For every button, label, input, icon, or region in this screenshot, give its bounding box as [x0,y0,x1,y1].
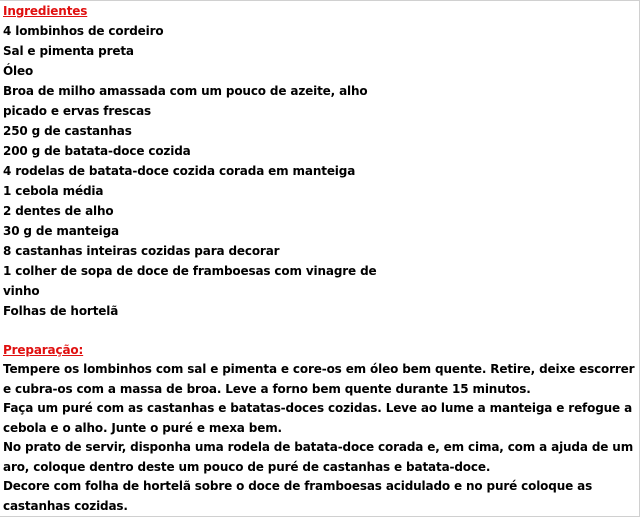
ingredients-heading: Ingredientes [3,4,88,18]
recipe-document [3,1,635,516]
ingredient-line: 4 rodelas de batata-doce cozida corada em manteiga [3,164,356,178]
ingredient-line: 8 castanhas inteiras cozidas para decorar [3,244,280,258]
ingredient-line: vinho [3,284,40,298]
ingredient-line: 250 g de castanhas [3,124,132,138]
ingredient-line: 2 dentes de alho [3,204,114,218]
preparation-heading: Preparação: [3,343,84,357]
preparation-step: Decore com folha de hortelã sobre o doce de framboesas acidulado e no puré coloque as castanhas cozidas. [3,479,593,513]
ingredient-line: 30 g de manteiga [3,224,119,238]
ingredient-line: Folhas de hortelã [3,304,119,318]
ingredient-line: Broa de milho amassada com um pouco de azeite, alho [3,84,368,98]
preparation-step: Tempere os lombinhos com sal e pimenta e core-os em óleo bem quente. Retire, deixe escorrer e cubra-os com a massa de broa. Leve a forno bem quente durante 15 minutos. [3,362,635,396]
ingredient-line: 1 colher de sopa de doce de framboesas com vinagre de [3,264,377,278]
preparation-steps [3,360,635,516]
ingredient-line: Óleo [3,64,34,78]
section-spacer [3,321,635,340]
ingredient-line: 4 lombinhos de cordeiro [3,24,164,38]
ingredients-list [3,21,635,321]
ingredient-line: 1 cebola média [3,184,104,198]
preparation-step: No prato de servir, disponha uma rodela de batata-doce corada e, em cima, com a ajuda de um aro, coloque dentro deste um pouco de puré de castanhas e batata-doce. [3,440,634,474]
preparation-step: Faça um puré com as castanhas e batatas-doces cozidas. Leve ao lume a manteiga e refogue a cebola e o alho. Junte o puré e mexa bem. [3,401,633,435]
ingredient-line: 200 g de batata-doce cozida [3,144,191,158]
ingredient-line: Sal e pimenta preta [3,44,134,58]
ingredient-line: picado e ervas frescas [3,104,152,118]
